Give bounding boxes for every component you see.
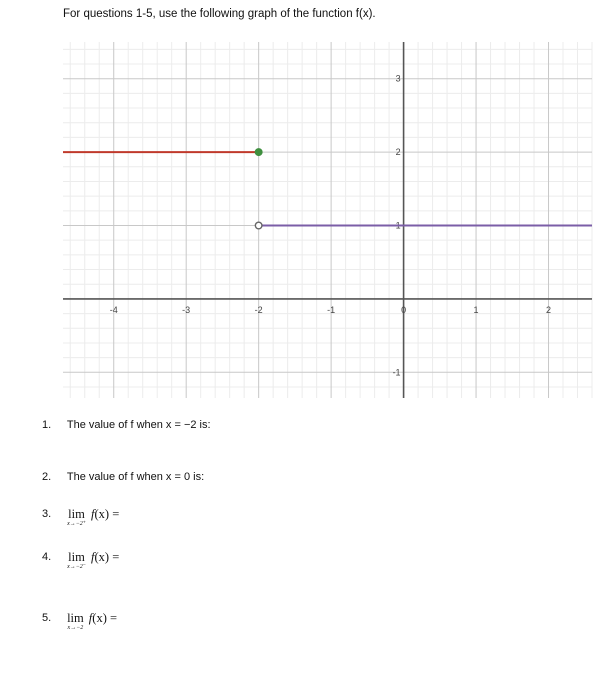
limit-approach: x→−2⁻	[67, 564, 86, 570]
open-endpoint-marker	[255, 222, 262, 229]
limit-expression	[91, 551, 119, 564]
y-tick-label: 3	[395, 73, 401, 84]
x-tick-label: -2	[254, 304, 263, 315]
x-tick-label: 1	[473, 304, 479, 315]
y-tick-label: 1	[395, 220, 401, 231]
instructions-text: For questions 1-5, use the following graph of the function f(x).	[63, 8, 376, 20]
question-text: The value of f when x = 0 is:	[66, 471, 205, 483]
limit-operator	[67, 551, 86, 571]
limit-approach: x→−2⁺	[67, 521, 86, 527]
function-args: (x) =	[92, 611, 118, 625]
limit-word: lim	[68, 550, 85, 564]
closed-endpoint-marker	[255, 149, 262, 156]
question-1	[42, 419, 211, 431]
function-name: f	[91, 550, 95, 564]
y-tick-label: 2	[395, 147, 401, 158]
limit-expression	[89, 612, 117, 625]
function-name: f	[88, 611, 93, 625]
question-number: 4.	[42, 551, 52, 563]
x-tick-label: -1	[327, 304, 336, 315]
function-args: (x) =	[94, 507, 120, 521]
limit-operator	[67, 508, 86, 528]
question-4	[42, 551, 119, 571]
question-number: 3.	[42, 508, 52, 520]
x-tick-label: 2	[546, 304, 552, 315]
x-tick-label: -3	[182, 304, 191, 315]
question-number: 1.	[42, 419, 52, 431]
question-2	[42, 471, 204, 483]
function-name: f	[91, 507, 95, 521]
question-number: 2.	[42, 471, 52, 483]
function-args: (x) =	[94, 550, 120, 564]
question-number: 5.	[42, 612, 52, 624]
y-tick-label: -1	[392, 367, 401, 378]
limit-operator	[67, 612, 84, 632]
limit-expression	[91, 508, 119, 521]
limit-word: lim	[67, 611, 84, 625]
limit-approach: x→−2	[67, 625, 84, 631]
question-3	[42, 508, 119, 528]
x-tick-label: -4	[109, 304, 118, 315]
question-5	[42, 612, 117, 632]
x-tick-label: 0	[401, 304, 407, 315]
question-text: The value of f when x = −2 is:	[66, 419, 211, 431]
limit-word: lim	[68, 507, 85, 521]
